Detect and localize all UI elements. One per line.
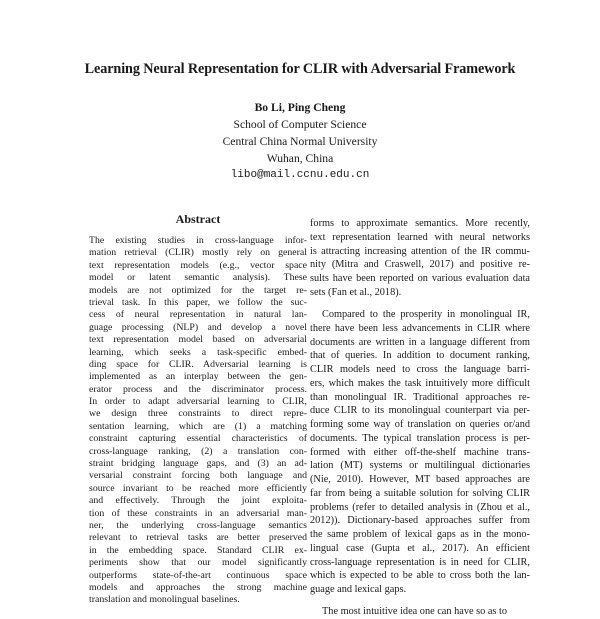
abstract-body xyxy=(89,235,307,607)
abstract-line: relevant to retrieval tasks are better preserved xyxy=(89,532,307,544)
abstract-line: in the embedding space. Standard CLIR ex- xyxy=(89,544,307,556)
body-line: text representation learned with neural networks xyxy=(310,231,530,243)
body-line: The most intuitive idea one can have so as to xyxy=(322,606,508,618)
abstract-line: ner, the underlying cross-language semantics xyxy=(89,519,307,531)
abstract-line: model or latent semantic analysis). These xyxy=(89,272,307,284)
body-line: nity (Mitra and Craswell, 2017) and positive re- xyxy=(310,259,530,271)
abstract-line: constraint capturing essential characteristics of xyxy=(89,433,307,445)
abstract-line: mation retrieval (CLIR) mostly rely on general xyxy=(89,247,307,259)
body-line: problems (refer to detailed analysis in (Zhou et al., xyxy=(310,501,530,513)
body-paragraph xyxy=(310,308,530,597)
paper-title: Learning Neural Representation for CLIR with Adversarial Framework xyxy=(84,61,516,77)
abstract-line: implemented as an interplay between the gen- xyxy=(89,371,307,383)
abstract-line: translation and monolingual baselines. xyxy=(89,594,240,606)
body-line: formed with either off-the-shelf machine trans- xyxy=(310,446,530,458)
body-line: forming some way of translation on queries or/and xyxy=(310,419,530,430)
body-line: Compared to the prosperity in monolingual IR, xyxy=(322,309,530,320)
body-column xyxy=(310,217,530,619)
body-line: far from being a suitable solution for solving CLIR xyxy=(310,487,530,499)
body-line: which is expected to be able to cross both the lan- xyxy=(310,570,530,582)
body-line: that of queries. In addition to document ranking, xyxy=(310,350,530,362)
abstract-line: cess of neural representation in natural lan- xyxy=(89,309,307,321)
body-line: lingual case (Gupta et al., 2017). An efficient xyxy=(310,542,530,554)
abstract-line: ding space for CLIR. Adversarial learning is xyxy=(89,358,307,370)
body-line: CLIR models need to cross the language barri- xyxy=(310,364,530,375)
abstract-line: and effectively. Through the joint exploita- xyxy=(89,495,307,507)
body-line: the same problem of lexical gaps as in the mono- xyxy=(310,529,530,540)
affiliation-line: School of Computer Science xyxy=(233,118,367,131)
abstract-line: versarial constraint forcing both language and xyxy=(89,470,307,482)
abstract-line: sentation learning, which are (1) a matching xyxy=(89,420,307,432)
abstract-line: straint bridging language gaps, and (3) an ad- xyxy=(89,458,307,470)
body-line: duce CLIR to its monolingual counterpart via per- xyxy=(310,405,530,417)
abstract-line: we design three constraints to direct repre- xyxy=(89,408,307,420)
author-names: Bo Li, Ping Cheng xyxy=(254,101,346,114)
abstract-line: tion of these constraints in an adversarial man- xyxy=(89,507,307,519)
body-line: lation (MT) systems or multilingual dictionaries xyxy=(310,460,530,472)
abstract-line: learning, which seeks a task-specific embed- xyxy=(89,346,307,358)
abstract-line: text representation model based on adversarial xyxy=(89,334,307,346)
body-line: guage and lexical gaps. xyxy=(310,584,407,595)
paragraph-gap xyxy=(310,597,530,606)
abstract-section xyxy=(89,212,307,607)
abstract-line: trieval task. In this paper, we follow the suc- xyxy=(89,296,307,308)
abstract-line: source invariant to be reached more efficiently xyxy=(89,482,307,494)
body-line: documents are written in a language different from xyxy=(310,336,530,348)
body-line: sets (Fan et al., 2018). xyxy=(310,286,402,298)
abstract-line: models and approaches the strong machine xyxy=(89,581,307,593)
abstract-line: The existing studies in cross-language infor- xyxy=(89,235,307,246)
paragraph-gap xyxy=(310,300,530,309)
body-line: ers, which makes the task intuitively more difficult xyxy=(310,377,530,389)
body-line: than monolingual IR. Traditional approaches re- xyxy=(310,391,530,403)
body-line: is attracting increasing attention of the IR commu- xyxy=(310,245,530,257)
abstract-line: guage processing (NLP) and develop a novel xyxy=(89,321,307,333)
body-line: forms to approximate semantics. More recently, xyxy=(310,218,530,229)
body-paragraph xyxy=(310,605,530,619)
body-line: there have been less advancements in CLIR where xyxy=(310,322,530,334)
abstract-line: In order to adapt adversarial learning to CLIR, xyxy=(89,396,307,408)
body-line: cross-language representation is in need for CLIR, xyxy=(310,556,530,568)
affiliation-line: Central China Normal University xyxy=(222,135,378,148)
abstract-line: outperforms state-of-the-art continuous space xyxy=(89,569,307,581)
author-block xyxy=(0,99,600,184)
abstract-line: erator process and the discriminator process. xyxy=(89,383,307,395)
body-line: (Nie, 2010). However, MT based approaches are xyxy=(310,474,530,485)
body-line: 2012)). Dictionary-based approaches suffer from xyxy=(310,515,530,527)
affiliation-line: Wuhan, China xyxy=(266,152,334,165)
body-line: documents. The typical translation process is per- xyxy=(310,432,530,444)
abstract-line: cross-language ranking, (2) a translation con- xyxy=(89,445,307,457)
abstract-line: periments show that our model significantly xyxy=(89,557,307,569)
body-paragraph xyxy=(310,217,530,300)
abstract-heading: Abstract xyxy=(175,212,221,226)
abstract-line: text representation models (e.g., vector space xyxy=(89,259,307,271)
body-line: sults have been reported on various evaluation data xyxy=(310,273,530,284)
author-email: libo@mail.ccnu.edu.cn xyxy=(230,169,370,181)
abstract-line: models are not optimized for the target re- xyxy=(89,284,307,296)
